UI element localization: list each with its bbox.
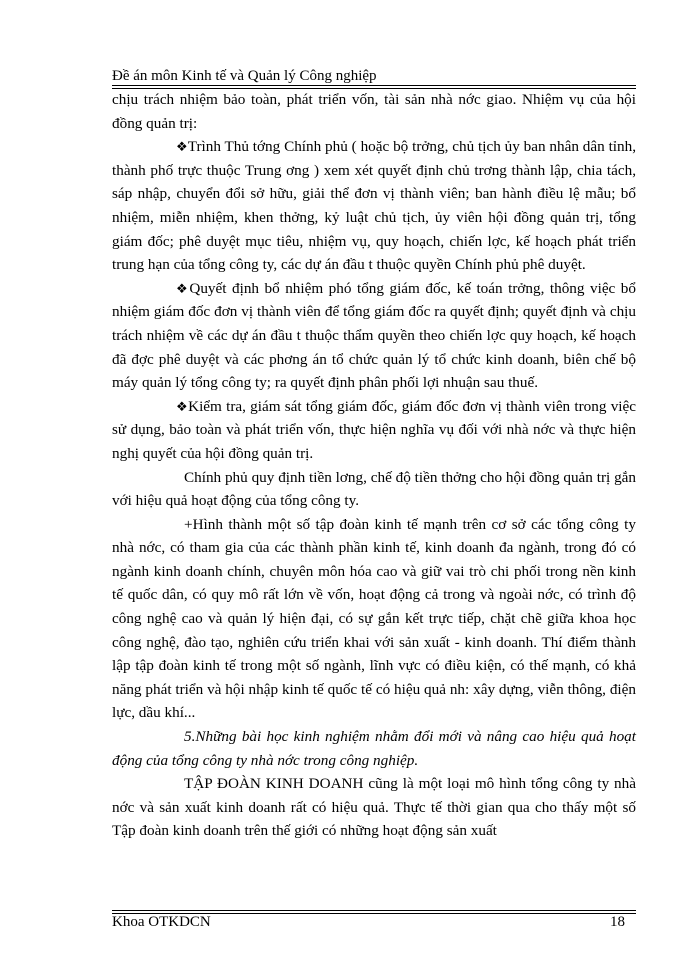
bullet-paragraph-2: ❖Quyết định bổ nhiệm phó tổng giám đốc, kế toán trởng, thông việc bổ nhiệm giám đốc đơn vị thành viên để tổng giám đốc ra quyết định; quyết định và chịu trách nhiệm về các dự án đầu t thuộc thẩm quyền theo chiến lợc quy hoạch, kế hoạch đã đợc phê duyệt và các phơng án tổ chức quản lý tổ chức kinh doanh, biên chế bộ máy quản lý tổng công ty; ra quyết định phân phối lợi nhuận sau thuế.	[112, 279, 636, 392]
diamond-bullet-icon: ❖	[176, 139, 188, 155]
page-header: Đề án môn Kinh tế và Quản lý Công nghiệp	[112, 68, 377, 84]
section-heading: 5.Những bài học kinh nghiệm nhằm đổi mới và nâng cao hiệu quả hoạt động của tổng công ty nhà nớc trong công nghiệp.	[112, 728, 636, 769]
diamond-bullet-icon: ❖	[176, 280, 190, 296]
document-body	[112, 88, 636, 843]
paragraph-intro: chịu trách nhiệm bảo toàn, phát triển vốn, tài sản nhà nớc giao. Nhiệm vụ của hội đồng quản trị:	[112, 91, 636, 132]
bullet-paragraph-1: ❖Trình Thủ tớng Chính phủ ( hoặc bộ trởng, chủ tịch ủy ban nhân dân tỉnh, thành phố trực thuộc Trung ơng ) xem xét quyết định chủ trơng thành lập, chia tách, sáp nhập, chuyển đổi sở hữu, giải thể đơn vị thành viên; ban hành điều lệ mẫu; bổ nhiệm, miễn nhiệm, khen thởng, kỷ luật chủ tịch, ủy viên hội đồng quản trị, tổng giám đốc; phê duyệt mục tiêu, nhiệm vụ, quy hoạch, chiến lợc, kế hoạch phát triển trung hạn của tổng công ty, các dự án đầu t thuộc quyền Chính phủ phê duyệt.	[112, 138, 636, 274]
paragraph-groups: +Hình thành một số tập đoàn kinh tế mạnh trên cơ sở các tổng công ty nhà nớc, có tham gia của các thành phần kinh tế, kinh doanh đa ngành, trong đó có ngành kinh doanh chính, chuyên môn hóa cao và giữ vai trò chi phối trong nền kinh tế quốc dân, có quy mô rất lớn về vốn, hoạt động cả trong và ngoài nớc, có trình độ công nghệ cao và quản lý hiện đại, có sự gắn kết trực tiếp, chặt chẽ giữa khoa học công nghệ, đào tạo, nghiên cứu triển khai với sản xuất - kinh doanh. Thí điểm thành lập tập đoàn kinh tế trong một số ngành, lĩnh vực có điều kiện, có thế mạnh, có khả năng phát triển và hội nhập kinh tế quốc tế có hiệu quả nh: xây dựng, viễn thông, điện lực, dầu khí...	[112, 515, 636, 722]
footer-department: Khoa OTKDCN	[112, 914, 211, 930]
paragraph-salary: Chính phủ quy định tiền lơng, chế độ tiền thởng cho hội đồng quản trị gắn với hiệu quả hoạt động của tổng công ty.	[112, 468, 636, 510]
header-rule	[112, 85, 636, 86]
paragraph-business-group: TẬP ĐOÀN KINH DOANH cũng là một loại mô hình tổng công ty nhà nớc và sản xuất kinh doanh rất có hiệu quả. Thực tế thời gian qua cho thấy một số Tập đoàn kinh doanh trên thế giới có những hoạt động sản xuất	[112, 775, 636, 840]
page-number: 18	[610, 914, 625, 930]
lead-term: TẬP ĐOÀN KINH DOANH	[184, 775, 364, 793]
bullet-paragraph-3: ❖Kiểm tra, giám sát tổng giám đốc, giám đốc đơn vị thành viên trong việc sử dụng, bảo toàn và phát triển vốn, thực hiện nghĩa vụ đối với nhà nớc và thực hiện nghị quyết của hội đồng quản trị.	[112, 397, 636, 462]
footer-rule-thin	[112, 910, 636, 911]
diamond-bullet-icon: ❖	[176, 398, 189, 414]
